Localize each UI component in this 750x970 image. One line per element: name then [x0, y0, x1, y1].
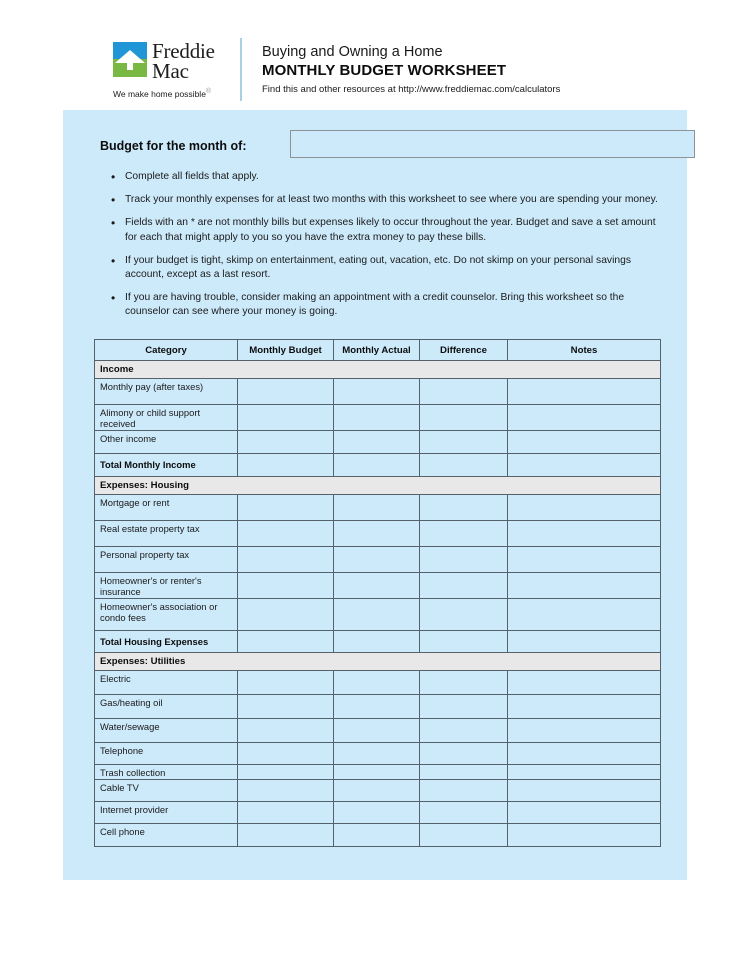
cell-budget[interactable] [238, 431, 334, 454]
cell-difference[interactable] [420, 694, 508, 718]
row-category-label: Cable TV [95, 779, 238, 801]
table-row [95, 823, 661, 846]
cell-notes[interactable] [508, 405, 661, 431]
logo-tagline [113, 88, 231, 99]
cell-actual[interactable] [334, 379, 420, 405]
header-divider [240, 38, 242, 101]
table-section-title: Expenses: Utilities [95, 652, 661, 670]
cell-actual[interactable] [334, 521, 420, 547]
row-category-label: Real estate property tax [95, 521, 238, 547]
instruction-item: • Complete all fields that apply. [109, 170, 669, 184]
cell-difference[interactable] [420, 521, 508, 547]
table-section-header-row [95, 652, 661, 670]
cell-actual[interactable] [334, 630, 420, 652]
row-category-label: Internet provider [95, 801, 238, 823]
cell-difference[interactable] [420, 454, 508, 477]
cell-budget[interactable] [238, 573, 334, 599]
table-row [95, 431, 661, 454]
cell-actual[interactable] [334, 764, 420, 779]
cell-actual[interactable] [334, 547, 420, 573]
cell-budget[interactable] [238, 823, 334, 846]
cell-actual[interactable] [334, 823, 420, 846]
row-category-label: Trash collection [95, 764, 238, 779]
cell-actual[interactable] [334, 495, 420, 521]
column-header-category: Category [95, 340, 238, 361]
cell-budget[interactable] [238, 630, 334, 652]
table-row [95, 694, 661, 718]
row-category-label: Gas/heating oil [95, 694, 238, 718]
cell-difference[interactable] [420, 495, 508, 521]
cell-budget[interactable] [238, 764, 334, 779]
cell-notes[interactable] [508, 431, 661, 454]
cell-notes[interactable] [508, 521, 661, 547]
instruction-item: • Track your monthly expenses for at least two months with this worksheet to see where you are spending your money. [109, 193, 669, 207]
column-header-notes: Notes [508, 340, 661, 361]
logo-word-freddie: Freddie [152, 39, 215, 63]
page-title: MONTHLY BUDGET WORKSHEET [262, 62, 507, 80]
cell-difference[interactable] [420, 630, 508, 652]
cell-actual[interactable] [334, 454, 420, 477]
cell-notes[interactable] [508, 779, 661, 801]
row-total-label: Total Monthly Income [95, 454, 238, 477]
cell-budget[interactable] [238, 454, 334, 477]
cell-budget[interactable] [238, 694, 334, 718]
table-row [95, 801, 661, 823]
logo-tagline-text: We make home possible [113, 88, 206, 99]
cell-difference[interactable] [420, 379, 508, 405]
cell-budget[interactable] [238, 670, 334, 694]
registered-mark-icon: ® [205, 87, 212, 95]
table-row [95, 779, 661, 801]
cell-actual[interactable] [334, 742, 420, 764]
cell-actual[interactable] [334, 718, 420, 742]
column-header-monthly-actual: Monthly Actual [334, 340, 420, 361]
cell-notes[interactable] [508, 598, 661, 630]
cell-budget[interactable] [238, 379, 334, 405]
cell-notes[interactable] [508, 694, 661, 718]
cell-notes[interactable] [508, 547, 661, 573]
row-category-label: Alimony or child support received [95, 405, 238, 431]
cell-difference[interactable] [420, 823, 508, 846]
row-category-label: Cell phone [95, 823, 238, 846]
cell-difference[interactable] [420, 742, 508, 764]
budget-worksheet-table [94, 339, 661, 847]
house-logo-icon [113, 42, 147, 77]
table-header [95, 340, 661, 361]
cell-difference[interactable] [420, 431, 508, 454]
page-header [0, 0, 750, 110]
cell-difference[interactable] [420, 405, 508, 431]
cell-difference[interactable] [420, 573, 508, 599]
cell-budget[interactable] [238, 521, 334, 547]
cell-notes[interactable] [508, 573, 661, 599]
table-row [95, 598, 661, 630]
cell-difference[interactable] [420, 718, 508, 742]
row-category-label: Electric [95, 670, 238, 694]
cell-budget[interactable] [238, 779, 334, 801]
column-header-monthly-budget: Monthly Budget [238, 340, 334, 361]
cell-difference[interactable] [420, 801, 508, 823]
table-section-title: Income [95, 361, 661, 379]
instruction-item: • If you are having trouble, consider making an appointment with a credit counselor. Bring this worksheet so the counselor can see where your money is going. [109, 291, 669, 319]
cell-notes[interactable] [508, 454, 661, 477]
row-category-label: Personal property tax [95, 547, 238, 573]
freddie-mac-logo [113, 41, 231, 99]
instruction-item: • If your budget is tight, skimp on entertainment, eating out, vacation, etc. Do not skimp on your personal savings account, except as a last resort. [109, 254, 669, 282]
cell-notes[interactable] [508, 379, 661, 405]
table-section-header-row [95, 361, 661, 379]
row-total-label: Total Housing Expenses [95, 630, 238, 652]
cell-notes[interactable] [508, 801, 661, 823]
table-row [95, 495, 661, 521]
cell-difference[interactable] [420, 547, 508, 573]
header-subtitle: Buying and Owning a Home [262, 44, 443, 60]
cell-difference[interactable] [420, 598, 508, 630]
row-category-label: Monthly pay (after taxes) [95, 379, 238, 405]
table-row [95, 547, 661, 573]
table-row [95, 630, 661, 652]
cell-budget[interactable] [238, 495, 334, 521]
cell-actual[interactable] [334, 801, 420, 823]
table-row [95, 718, 661, 742]
table-body [95, 361, 661, 847]
cell-notes[interactable] [508, 630, 661, 652]
cell-difference[interactable] [420, 779, 508, 801]
cell-budget[interactable] [238, 742, 334, 764]
instruction-item: • Fields with an * are not monthly bills but expenses likely to occur throughout the year. Budget and save a set amount for each that might apply to you so you have the extra money to pay these bills. [109, 216, 669, 244]
table-row [95, 405, 661, 431]
header-title-block [262, 43, 560, 95]
cell-actual[interactable] [334, 694, 420, 718]
cell-budget[interactable] [238, 718, 334, 742]
budget-month-label: Budget for the month of: [100, 139, 247, 153]
table-row [95, 573, 661, 599]
cell-notes[interactable] [508, 764, 661, 779]
table-row [95, 379, 661, 405]
cell-actual[interactable] [334, 670, 420, 694]
cell-budget[interactable] [238, 598, 334, 630]
table-row [95, 742, 661, 764]
cell-notes[interactable] [508, 718, 661, 742]
budget-month-input[interactable] [290, 130, 695, 158]
row-category-label: Water/sewage [95, 718, 238, 742]
cell-notes[interactable] [508, 742, 661, 764]
cell-notes[interactable] [508, 670, 661, 694]
cell-actual[interactable] [334, 573, 420, 599]
instructions-list [109, 170, 669, 329]
table-row [95, 454, 661, 477]
cell-actual[interactable] [334, 598, 420, 630]
cell-notes[interactable] [508, 823, 661, 846]
cell-actual[interactable] [334, 405, 420, 431]
cell-difference[interactable] [420, 670, 508, 694]
cell-budget[interactable] [238, 801, 334, 823]
cell-difference[interactable] [420, 764, 508, 779]
cell-budget[interactable] [238, 547, 334, 573]
row-category-label: Homeowner's or renter's insurance [95, 573, 238, 599]
cell-notes[interactable] [508, 495, 661, 521]
table-row [95, 670, 661, 694]
column-header-difference: Difference [420, 340, 508, 361]
logo-word-mac: Mac [152, 59, 189, 84]
cell-budget[interactable] [238, 405, 334, 431]
budget-month-row [100, 130, 660, 160]
row-category-label: Homeowner's association or condo fees [95, 598, 238, 630]
row-category-label: Mortgage or rent [95, 495, 238, 521]
worksheet-panel [63, 110, 687, 880]
header-resource-link: Find this and other resources at http://www.freddiemac.com/calculators [262, 83, 561, 95]
row-category-label: Telephone [95, 742, 238, 764]
table-row [95, 521, 661, 547]
cell-actual[interactable] [334, 779, 420, 801]
cell-actual[interactable] [334, 431, 420, 454]
table-row [95, 764, 661, 779]
table-section-title: Expenses: Housing [95, 477, 661, 495]
row-category-label: Other income [95, 431, 238, 454]
table-section-header-row [95, 477, 661, 495]
table-header-row [95, 340, 661, 361]
